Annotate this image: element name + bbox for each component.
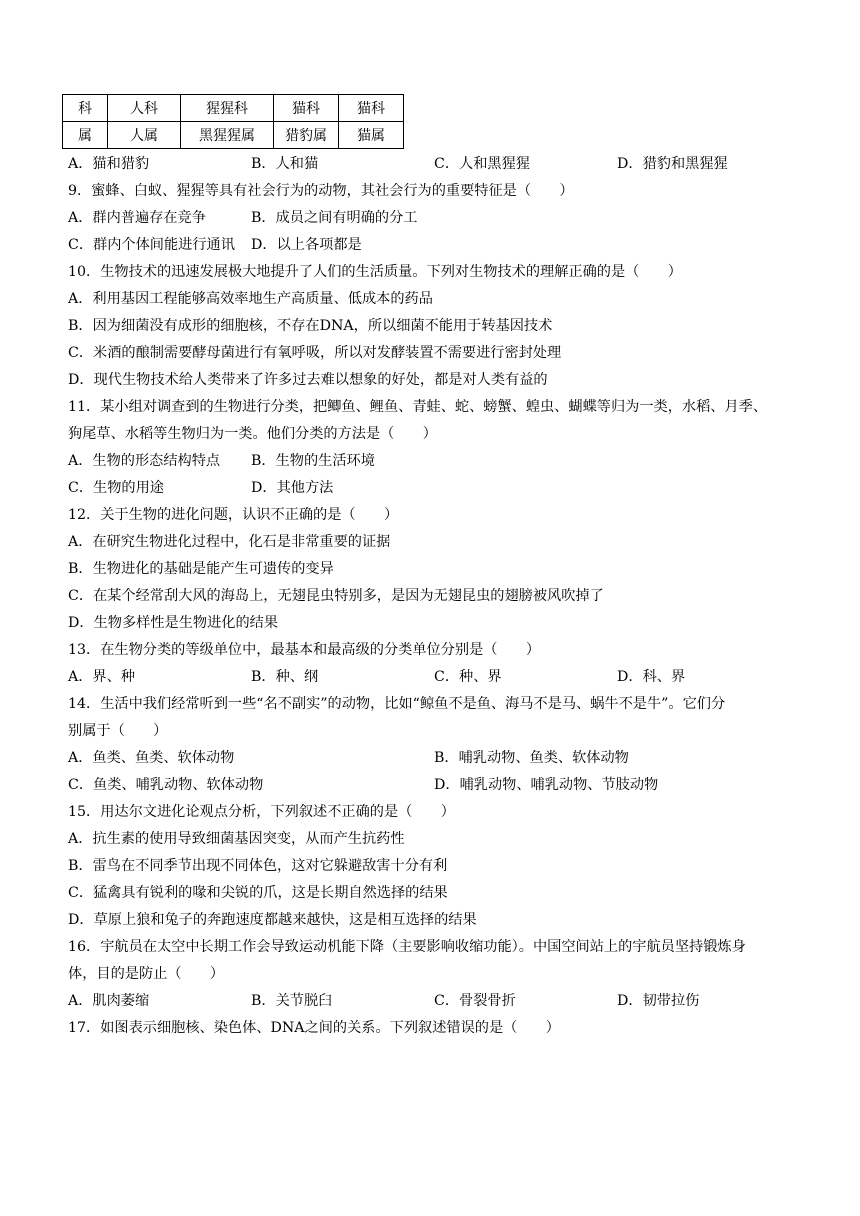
table-cell: 猫属	[339, 122, 404, 149]
q11-stem-line1: 11．某小组对调查到的生物进行分类，把鲫鱼、鲤鱼、青蛙、蛇、螃蟹、蝗虫、蝴蝶等归为一类，水稻、月季、	[68, 399, 768, 415]
q8-option-b: B．人和猫	[251, 156, 319, 172]
q14-option-c: C．鱼类、哺乳动物、软体动物	[68, 777, 264, 793]
q15-option-c: C．猛禽具有锐利的喙和尖锐的爪，这是长期自然选择的结果	[68, 885, 448, 901]
table-cell: 猫科	[274, 95, 339, 122]
table-cell: 人属	[108, 122, 181, 149]
q8-option-a: A．猫和猎豹	[68, 156, 150, 172]
table-cell: 猫科	[339, 95, 404, 122]
q16-option-d: D．韧带拉伤	[617, 993, 700, 1009]
q14-option-d: D．哺乳动物、哺乳动物、节肢动物	[434, 777, 659, 793]
q10-stem: 10．生物技术的迅速发展极大地提升了人们的生活质量。下列对生物技术的理解正确的是（ ）	[68, 264, 682, 280]
table-cell: 属	[63, 122, 108, 149]
q9-option-b: B．成员之间有明确的分工	[251, 210, 418, 226]
q11-option-b: B．生物的生活环境	[251, 453, 375, 469]
q13-option-c: C．种、界	[434, 669, 502, 685]
q11-option-a: A．生物的形态结构特点	[68, 453, 221, 469]
table-cell: 猎豹属	[274, 122, 339, 149]
q15-option-d: D．草原上狼和兔子的奔跑速度都越来越快，这是相互选择的结果	[68, 912, 477, 928]
q17-stem: 17．如图表示细胞核、染色体、DNA之间的关系。下列叙述错误的是（ ）	[68, 1020, 560, 1036]
q15-option-a: A．抗生素的使用导致细菌基因突变，从而产生抗药性	[68, 831, 405, 847]
table-cell: 黑猩猩属	[181, 122, 274, 149]
q10-option-a: A．利用基因工程能够高效率地生产高质量、低成本的药品	[68, 291, 433, 307]
q12-stem: 12．关于生物的进化问题，认识不正确的是（ ）	[68, 507, 399, 523]
q11-stem-line2: 狗尾草、水稻等生物归为一类。他们分类的方法是（ ）	[68, 426, 437, 442]
q13-option-a: A．界、种	[68, 669, 135, 685]
q13-stem: 13．在生物分类的等级单位中，最基本和最高级的分类单位分别是（ ）	[68, 642, 541, 658]
q11-option-c: C．生物的用途	[68, 480, 164, 496]
q16-stem-line2: 体，目的是防止（ ）	[68, 966, 225, 982]
q12-option-b: B．生物进化的基础是能产生可遗传的变异	[68, 561, 334, 577]
table-cell: 科	[63, 95, 108, 122]
classification-table	[62, 94, 404, 149]
q12-option-c: C．在某个经常刮大风的海岛上，无翅昆虫特别多，是因为无翅昆虫的翅膀被风吹掉了	[68, 588, 604, 604]
q11-option-d: D．其他方法	[251, 480, 334, 496]
q14-stem-line2: 别属于（ ）	[68, 723, 168, 739]
q13-option-b: B．种、纲	[251, 669, 319, 685]
q9-stem: 9．蜜蜂、白蚁、猩猩等具有社会行为的动物，其社会行为的重要特征是（ ）	[68, 183, 574, 199]
q10-option-b: B．因为细菌没有成形的细胞核，不存在DNA，所以细菌不能用于转基因技术	[68, 318, 553, 334]
q9-option-a: A．群内普遍存在竞争	[68, 210, 206, 226]
table-cell: 猩猩科	[181, 95, 274, 122]
q8-option-d: D．猎豹和黑猩猩	[617, 156, 728, 172]
q15-stem: 15．用达尔文进化论观点分析，下列叙述不正确的是（ ）	[68, 804, 455, 820]
q16-stem-line1: 16．宇航员在太空中长期工作会导致运动机能下降（主要影响收缩功能）。中国空间站上的宇航员坚持锻炼身	[68, 939, 746, 955]
q12-option-a: A．在研究生物进化过程中，化石是非常重要的证据	[68, 534, 391, 550]
q9-option-d: D．以上各项都是	[251, 237, 362, 253]
q14-option-a: A．鱼类、鱼类、软体动物	[68, 750, 235, 766]
q16-option-a: A．肌肉萎缩	[68, 993, 150, 1009]
table-row	[63, 95, 404, 122]
q10-option-c: C．米酒的酿制需要酵母菌进行有氧呼吸，所以对发酵装置不需要进行密封处理	[68, 345, 562, 361]
q15-option-b: B．雷鸟在不同季节出现不同体色，这对它躲避敌害十分有利	[68, 858, 448, 874]
q13-option-d: D．科、界	[617, 669, 686, 685]
q16-option-c: C．骨裂骨折	[434, 993, 516, 1009]
q14-stem-line1: 14．生活中我们经常听到一些“名不副实”的动物，比如“鲸鱼不是鱼、海马不是马、蜗牛不是牛”。它们分	[68, 696, 726, 712]
q14-option-b: B．哺乳动物、鱼类、软体动物	[434, 750, 629, 766]
table-cell: 人科	[108, 95, 181, 122]
q10-option-d: D．现代生物技术给人类带来了许多过去难以想象的好处，都是对人类有益的	[68, 372, 548, 388]
q12-option-d: D．生物多样性是生物进化的结果	[68, 615, 279, 631]
table-row	[63, 122, 404, 149]
q9-option-c: C．群内个体间能进行通讯	[68, 237, 235, 253]
q16-option-b: B．关节脱臼	[251, 993, 333, 1009]
q8-option-c: C．人和黑猩猩	[434, 156, 530, 172]
